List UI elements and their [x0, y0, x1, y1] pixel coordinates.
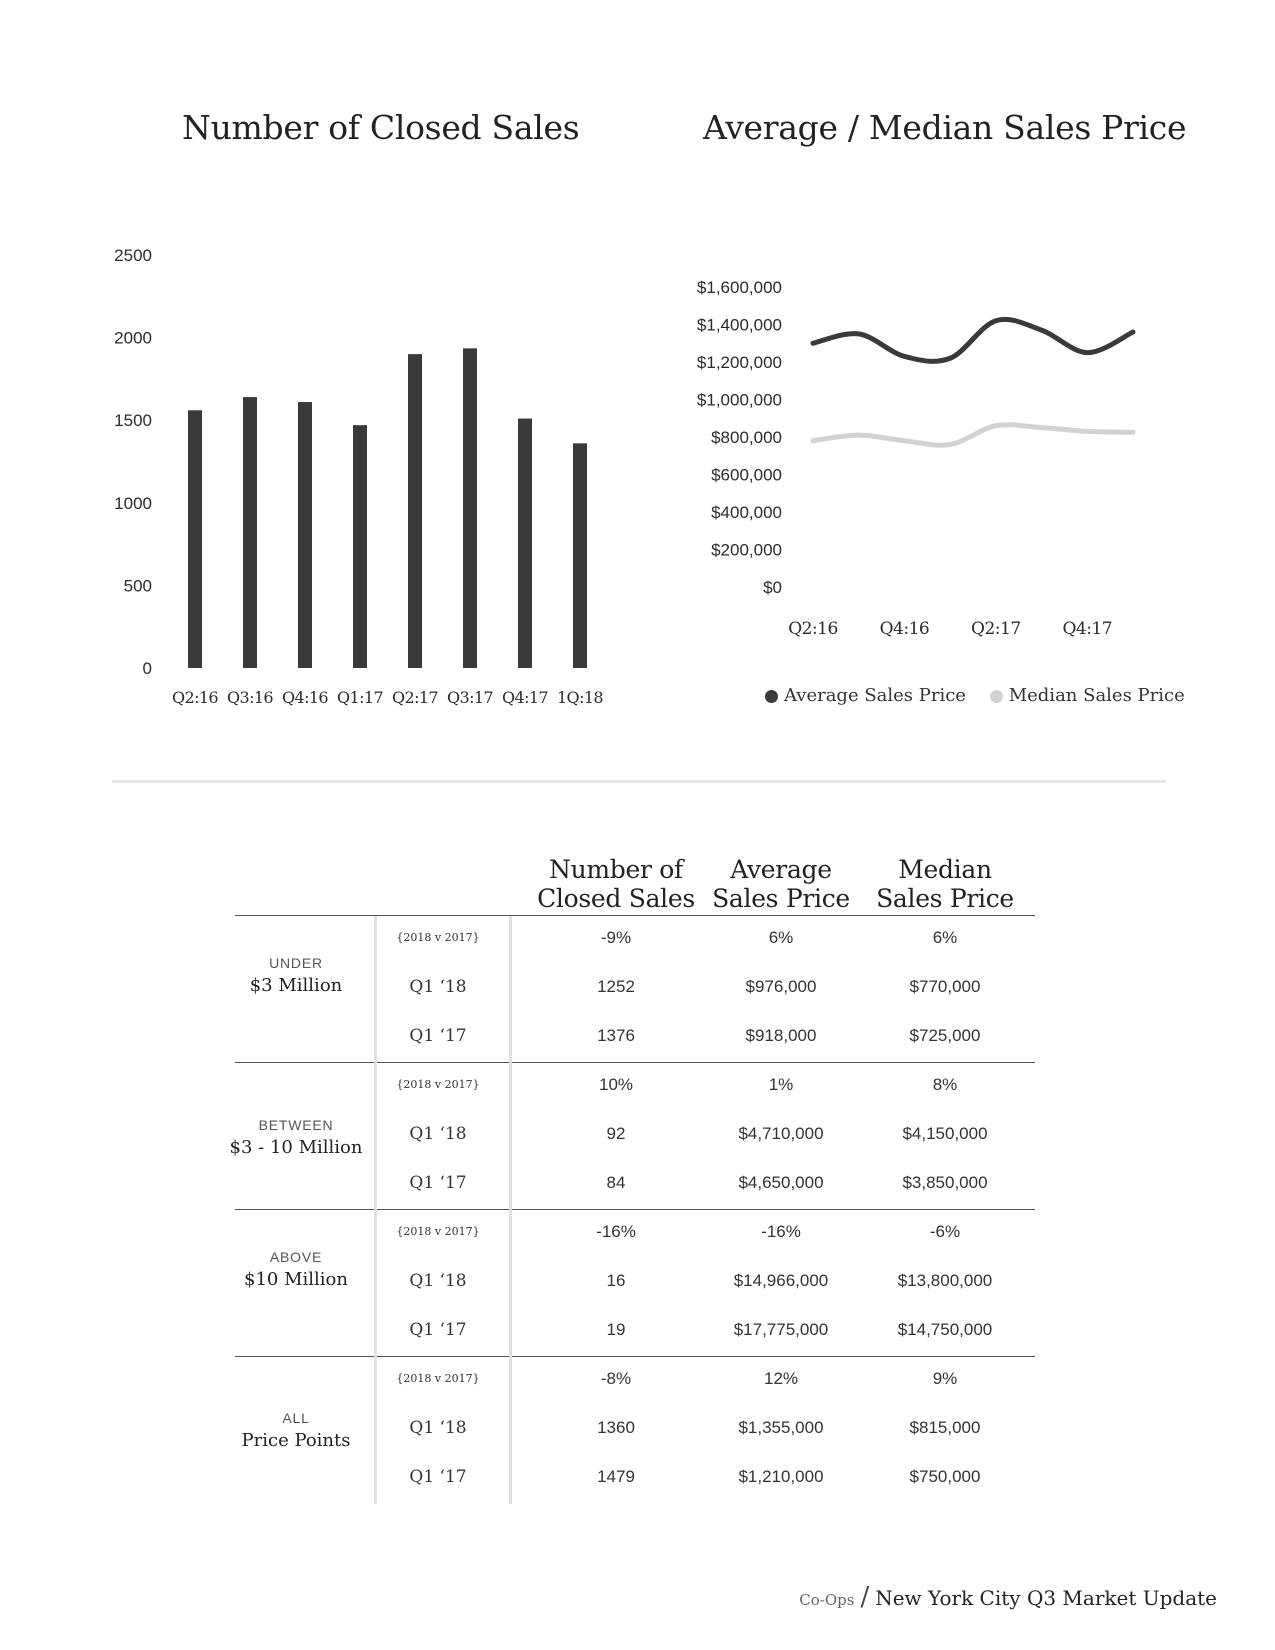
table-cell: 1376 — [597, 1026, 635, 1045]
header-average-price-line1: Average — [730, 855, 832, 884]
table-cell: $14,750,000 — [897, 1320, 993, 1339]
table-cell: $3,850,000 — [902, 1173, 988, 1192]
period-label: {2018 v 2017} — [396, 1372, 480, 1385]
legend-label-median: Median Sales Price — [1008, 685, 1185, 706]
header-closed-sales-line1: Number of — [549, 855, 683, 884]
period-label: {2018 v 2017} — [396, 1078, 480, 1091]
header-median-price — [860, 855, 1030, 913]
x-tick-label: Q4:16 — [879, 619, 930, 639]
x-tick-label: Q1:17 — [336, 688, 384, 707]
table-cell: $770,000 — [909, 977, 981, 996]
x-tick-label: Q2:16 — [788, 619, 838, 639]
sales-price-line-chart — [680, 260, 1160, 660]
table-cell: 6% — [768, 928, 794, 947]
group-label-big: $3 - 10 Million — [229, 1137, 363, 1158]
table-cell: $17,775,000 — [733, 1320, 829, 1339]
table-cell: $976,000 — [745, 977, 817, 996]
table-cell: 19 — [606, 1320, 626, 1339]
table-rule — [235, 1062, 1035, 1063]
x-tick-label: Q2:17 — [391, 688, 439, 707]
bar — [408, 354, 422, 668]
period-label: Q1 ‘18 — [409, 977, 467, 997]
table-rule — [235, 1209, 1035, 1210]
footer-title: New York City Q3 Market Update — [875, 1586, 1217, 1610]
table-cell: $815,000 — [909, 1418, 981, 1437]
group-label-above-10m — [201, 1249, 391, 1290]
table-rule — [235, 1356, 1035, 1357]
y-tick-label: $1,000,000 — [696, 390, 782, 410]
header-median-price-line1: Median — [898, 855, 992, 884]
footer-category: Co-Ops — [799, 1591, 855, 1609]
table-cell: 1252 — [597, 977, 635, 996]
x-tick-label: Q3:16 — [226, 688, 274, 707]
y-tick-label: $800,000 — [711, 428, 782, 447]
bar — [573, 443, 587, 668]
period-label: Q1 ‘18 — [409, 1418, 467, 1438]
group-label-big: $3 Million — [249, 975, 343, 996]
table-cell: 9% — [932, 1369, 958, 1388]
table-cell: 1% — [768, 1075, 794, 1094]
table-cell: 84 — [606, 1173, 626, 1192]
bar — [353, 425, 367, 668]
group-label-all-price-points — [201, 1410, 391, 1451]
line-chart-title: Average / Median Sales Price — [703, 108, 1187, 147]
bar-chart-title: Number of Closed Sales — [182, 108, 580, 147]
x-tick-label: Q4:17 — [1062, 619, 1113, 639]
y-tick-label: 2500 — [114, 246, 152, 265]
period-label: {2018 v 2017} — [396, 931, 480, 944]
table-cell: -16% — [596, 1222, 636, 1241]
bar — [188, 410, 202, 668]
period-label: Q1 ‘17 — [409, 1173, 467, 1193]
table-cell: -6% — [929, 1222, 961, 1241]
bar — [518, 419, 532, 668]
y-tick-label: $1,200,000 — [696, 353, 782, 372]
y-tick-label: $600,000 — [711, 465, 782, 485]
table-rule — [235, 915, 1035, 916]
table-cell: 16 — [606, 1271, 626, 1290]
x-tick-label: Q4:17 — [501, 688, 549, 707]
header-average-price-line2: Sales Price — [712, 884, 850, 913]
table-cell: 92 — [606, 1124, 626, 1143]
table-cell: 1360 — [597, 1418, 635, 1437]
table-cell: -9% — [600, 928, 632, 947]
table-column-divider — [509, 916, 512, 1504]
series-line — [813, 425, 1133, 445]
period-label: Q1 ‘17 — [409, 1026, 467, 1046]
period-label: Q1 ‘18 — [409, 1124, 467, 1144]
y-tick-label: $400,000 — [711, 503, 782, 522]
page-footer — [799, 1582, 1217, 1612]
legend-label-average: Average Sales Price — [784, 685, 966, 706]
y-tick-label: $1,600,000 — [696, 278, 782, 297]
table-cell: 12% — [763, 1369, 799, 1388]
period-label: {2018 v 2017} — [396, 1225, 480, 1238]
table-cell: 8% — [932, 1075, 958, 1094]
closed-sales-bar-chart — [100, 230, 620, 710]
line-chart-legend — [765, 685, 1185, 706]
period-label: Q1 ‘17 — [409, 1320, 467, 1340]
legend-marker-median — [990, 690, 1003, 703]
y-tick-label: 2000 — [114, 328, 152, 348]
group-label-big: Price Points — [241, 1430, 351, 1451]
header-average-price — [696, 855, 866, 913]
footer-separator: / — [860, 1582, 870, 1612]
table-cell: $725,000 — [909, 1026, 981, 1045]
table-cell: $13,800,000 — [897, 1271, 993, 1290]
header-closed-sales-line2: Closed Sales — [537, 884, 695, 913]
table-cell: $1,210,000 — [738, 1467, 824, 1486]
group-label-small: BETWEEN — [258, 1117, 334, 1133]
x-tick-label: Q4:16 — [281, 688, 329, 707]
table-cell: -8% — [600, 1369, 632, 1388]
table-cell: $918,000 — [745, 1026, 817, 1045]
y-tick-label: 0 — [142, 659, 152, 678]
group-label-small: ALL — [282, 1410, 310, 1426]
y-tick-label: $0 — [763, 578, 782, 597]
y-tick-label: 1000 — [114, 493, 152, 513]
section-divider — [112, 780, 1166, 783]
x-tick-label: Q3:17 — [446, 688, 494, 707]
period-label: Q1 ‘18 — [409, 1271, 467, 1291]
table-cell: $4,650,000 — [738, 1173, 824, 1192]
group-label-small: UNDER — [269, 955, 323, 971]
group-label-big: $10 Million — [244, 1269, 348, 1290]
x-tick-label: Q2:17 — [971, 619, 1021, 639]
x-tick-label: Q2:16 — [171, 688, 219, 707]
legend-marker-average — [765, 690, 778, 703]
table-cell: 1479 — [597, 1467, 635, 1486]
period-label: Q1 ‘17 — [409, 1467, 467, 1487]
table-cell: -16% — [761, 1222, 801, 1241]
table-cell: $14,966,000 — [733, 1271, 829, 1290]
y-tick-label: 1500 — [114, 411, 152, 431]
table-cell: 6% — [932, 928, 958, 947]
table-cell: $4,710,000 — [738, 1124, 824, 1143]
group-label-3-10m — [201, 1117, 391, 1158]
group-label-small: ABOVE — [269, 1249, 323, 1265]
series-line — [813, 319, 1133, 361]
y-tick-label: $200,000 — [711, 540, 782, 560]
header-closed-sales — [531, 855, 701, 913]
table-cell: $4,150,000 — [902, 1124, 988, 1143]
table-cell: $1,355,000 — [738, 1418, 824, 1437]
group-label-under-3m — [201, 955, 391, 996]
y-tick-label: 500 — [123, 576, 152, 596]
x-tick-label: 1Q:18 — [556, 688, 604, 707]
table-cell: $750,000 — [909, 1467, 981, 1486]
bar — [243, 397, 257, 668]
table-cell: 10% — [598, 1075, 634, 1094]
y-tick-label: $1,400,000 — [696, 315, 782, 335]
bar — [463, 348, 477, 668]
header-median-price-line2: Sales Price — [876, 884, 1014, 913]
bar — [298, 402, 312, 668]
